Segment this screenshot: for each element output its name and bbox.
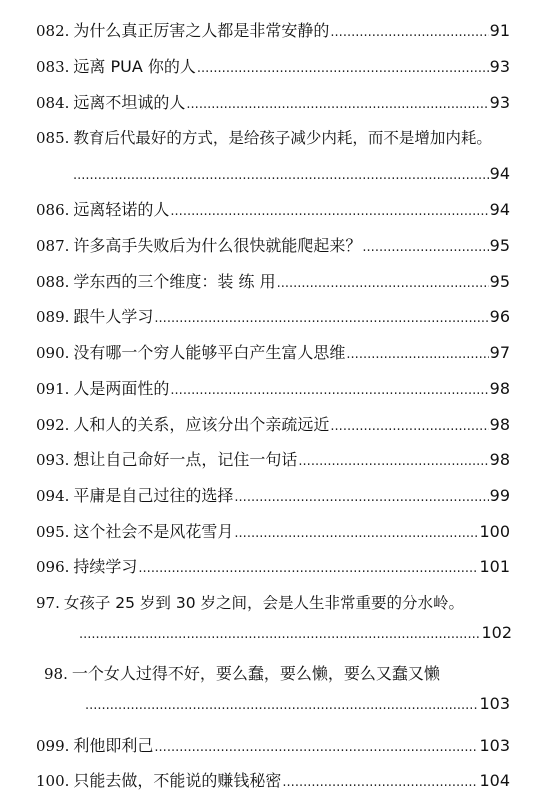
entry-page: 100 bbox=[479, 522, 510, 541]
entry-number: 083. bbox=[36, 58, 70, 76]
entry-title: 只能去做，不能说的赚钱秘密 bbox=[73, 771, 282, 790]
entry-number: 099. bbox=[36, 737, 70, 755]
entry-number: 094. bbox=[36, 487, 70, 505]
entry-number: 090. bbox=[36, 344, 70, 362]
entry-number: 086. bbox=[36, 201, 70, 219]
entry-title: 人是两面性的 bbox=[73, 379, 170, 398]
entry-number: 98. bbox=[44, 665, 68, 683]
dot-leader bbox=[138, 559, 478, 579]
dot-leader bbox=[186, 95, 488, 115]
entry-title: 这个社会不是风花雪月 bbox=[73, 522, 234, 541]
toc-entry-98-leader[interactable] bbox=[84, 694, 510, 716]
entry-page: 97 bbox=[489, 343, 510, 362]
entry-page: 101 bbox=[479, 557, 510, 576]
dot-leader bbox=[298, 452, 488, 472]
entry-page: 102 bbox=[481, 623, 512, 642]
entry-number: 095. bbox=[36, 523, 70, 541]
entry-number: 97. bbox=[36, 594, 60, 612]
toc-entry-095[interactable] bbox=[36, 522, 510, 544]
toc-entry-97[interactable] bbox=[36, 593, 464, 613]
entry-page: 95 bbox=[489, 236, 510, 255]
entry-number: 085. bbox=[36, 129, 70, 147]
entry-page: 98 bbox=[489, 415, 510, 434]
dot-leader bbox=[277, 274, 489, 294]
toc-entry-088[interactable] bbox=[36, 272, 510, 294]
dot-leader bbox=[85, 696, 478, 716]
entry-number: 093. bbox=[36, 451, 70, 469]
entry-page: 93 bbox=[489, 57, 510, 76]
dot-leader bbox=[346, 345, 488, 365]
dot-leader bbox=[170, 202, 488, 222]
toc-entry-087[interactable] bbox=[36, 236, 510, 258]
entry-page: 93 bbox=[489, 93, 510, 112]
entry-page: 96 bbox=[489, 307, 510, 326]
dot-leader bbox=[154, 309, 488, 329]
entry-number: 087. bbox=[36, 237, 70, 255]
toc-entry-096[interactable] bbox=[36, 557, 510, 579]
toc-entry-094[interactable] bbox=[36, 486, 510, 508]
entry-number: 100. bbox=[36, 772, 70, 790]
entry-title: 为什么真正厉害之人都是非常安静的 bbox=[73, 21, 330, 40]
toc-entry-98[interactable] bbox=[44, 664, 440, 684]
entry-page: 103 bbox=[479, 694, 510, 713]
entry-title: 学东西的三个维度：装 练 用 bbox=[73, 272, 276, 291]
entry-title: 利他即利己 bbox=[73, 736, 154, 755]
dot-leader bbox=[197, 59, 489, 79]
entry-number: 084. bbox=[36, 94, 70, 112]
entry-title: 平庸是自己过往的选择 bbox=[73, 486, 234, 505]
entry-page: 94 bbox=[489, 200, 510, 219]
toc-entry-085[interactable] bbox=[36, 128, 492, 148]
entry-title: 远离不坦诚的人 bbox=[73, 93, 186, 112]
entry-title: 没有哪一个穷人能够平白产生富人思维 bbox=[73, 343, 346, 362]
entry-number: 096. bbox=[36, 558, 70, 576]
entry-number: 089. bbox=[36, 308, 70, 326]
dot-leader bbox=[234, 488, 488, 508]
toc-entry-086[interactable] bbox=[36, 200, 510, 222]
toc-entry-090[interactable] bbox=[36, 343, 510, 365]
dot-leader bbox=[170, 381, 488, 401]
dot-leader bbox=[79, 625, 480, 645]
dot-leader bbox=[330, 417, 488, 437]
entry-page: 91 bbox=[489, 21, 510, 40]
toc-entry-084[interactable] bbox=[36, 93, 510, 115]
entry-title: 想让自己命好一点，记住一句话 bbox=[73, 450, 298, 469]
toc-entry-083[interactable] bbox=[36, 57, 510, 79]
dot-leader bbox=[362, 238, 488, 258]
entry-number: 092. bbox=[36, 416, 70, 434]
entry-title: 一个女人过得不好，要么蠢，要么懒，要么又蠢又懒 bbox=[71, 664, 440, 683]
toc-entry-099[interactable] bbox=[36, 736, 510, 758]
dot-leader bbox=[73, 166, 489, 186]
dot-leader bbox=[154, 738, 478, 758]
entry-number: 088. bbox=[36, 273, 70, 291]
entry-page: 103 bbox=[479, 736, 510, 755]
entry-number: 082. bbox=[36, 22, 70, 40]
entry-page: 95 bbox=[489, 272, 510, 291]
entry-title: 远离 PUA 你的人 bbox=[73, 57, 196, 76]
entry-page: 104 bbox=[479, 771, 510, 790]
entry-number: 091. bbox=[36, 380, 70, 398]
toc-entry-093[interactable] bbox=[36, 450, 510, 472]
dot-leader bbox=[234, 524, 478, 544]
dot-leader bbox=[330, 23, 488, 43]
entry-page: 98 bbox=[489, 450, 510, 469]
entry-title: 许多高手失败后为什么很快就能爬起来？ bbox=[73, 236, 362, 255]
entry-title: 人和人的关系，应该分出个亲疏远近 bbox=[73, 415, 330, 434]
entry-title: 持续学习 bbox=[73, 557, 138, 576]
entry-title: 女孩子 25 岁到 30 岁之间，会是人生非常重要的分水岭。 bbox=[63, 594, 465, 612]
entry-page: 99 bbox=[489, 486, 510, 505]
entry-page: 94 bbox=[489, 164, 510, 183]
toc-entry-089[interactable] bbox=[36, 307, 510, 329]
toc-entry-97-leader[interactable] bbox=[78, 623, 512, 645]
dot-leader bbox=[282, 773, 478, 793]
toc-entry-082[interactable] bbox=[36, 21, 510, 43]
toc-entry-085-leader[interactable] bbox=[72, 164, 510, 186]
entry-title: 跟牛人学习 bbox=[73, 307, 154, 326]
toc-entry-091[interactable] bbox=[36, 379, 510, 401]
entry-page: 98 bbox=[489, 379, 510, 398]
entry-title: 教育后代最好的方式，是给孩子减少内耗，而不是增加内耗。 bbox=[73, 129, 492, 147]
entry-title: 远离轻诺的人 bbox=[73, 200, 170, 219]
toc-entry-100[interactable] bbox=[36, 771, 510, 793]
toc-entry-092[interactable] bbox=[36, 415, 510, 437]
